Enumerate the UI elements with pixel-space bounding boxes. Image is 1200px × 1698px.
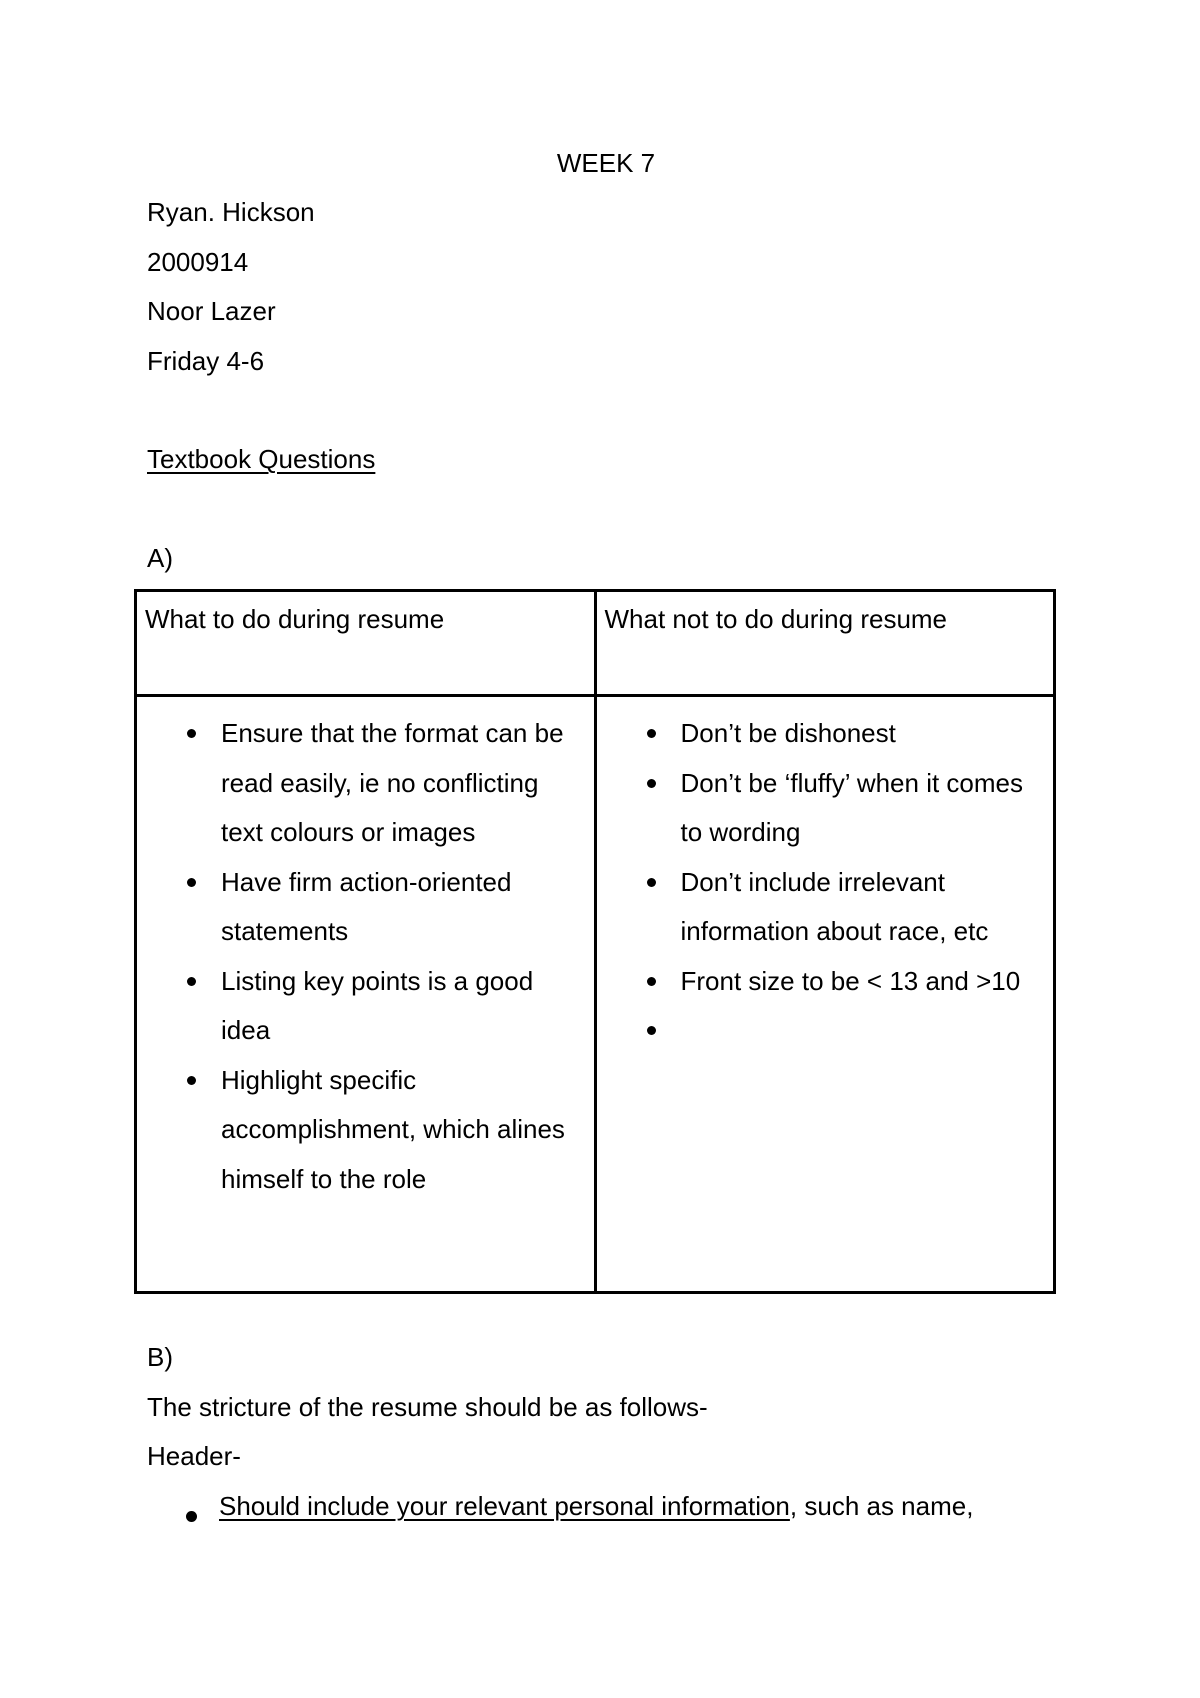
dont-item-text: Don’t include irrelevant information about race, etc: [680, 866, 989, 946]
list-item: [137, 957, 594, 1056]
list-item: [137, 1056, 594, 1205]
part-b-intro: The stricture of the resume should be as follows-: [147, 1392, 708, 1422]
page-title: WEEK 7: [556, 148, 656, 178]
dont-header-cell: [595, 591, 1055, 696]
dont-item-text: Don’t be ‘fluffy’ when it comes to wording: [680, 767, 1023, 847]
section-heading: Textbook Questions: [147, 444, 376, 474]
student-id: 2000914: [147, 247, 249, 277]
bullet-icon: [187, 729, 196, 738]
part-a-label: A): [147, 543, 173, 573]
part-b-bullet-rest: , such as name,: [789, 1491, 974, 1521]
bullet-icon: [647, 729, 656, 738]
list-item: [597, 957, 1054, 1007]
bullet-icon: [647, 878, 656, 887]
table-header-row: [136, 591, 1055, 696]
do-cell: [136, 696, 596, 1293]
student-name: Ryan. Hickson: [147, 197, 315, 227]
bullet-icon: [187, 1076, 196, 1085]
list-item: [597, 759, 1054, 858]
dont-cell: [595, 696, 1055, 1293]
do-item-text: Highlight specific accomplishment, which alines himself to the role: [221, 1064, 565, 1194]
resume-table: [134, 589, 1056, 1294]
bullet-icon: [647, 1026, 656, 1035]
bullet-icon: [186, 1511, 197, 1522]
dont-item-text: Don’t be dishonest: [680, 718, 896, 748]
list-item: [597, 1006, 1054, 1056]
do-list: [137, 697, 594, 1204]
bullet-icon: [187, 977, 196, 986]
class-time: Friday 4-6: [147, 346, 265, 376]
part-b-bullet-underlined: Should include your relevant personal information: [219, 1491, 790, 1521]
part-b-label: B): [147, 1342, 173, 1372]
list-item: [597, 709, 1054, 759]
bullet-icon: [187, 878, 196, 887]
list-item: [597, 858, 1054, 957]
do-header-cell: [136, 591, 596, 696]
bullet-icon: [647, 977, 656, 986]
table-body-row: [136, 696, 1055, 1293]
dont-item-text: Front size to be < 13 and >10: [680, 965, 1021, 996]
do-item-text: Listing key points is a good idea: [221, 965, 534, 1045]
dont-header: What not to do during resume: [604, 604, 948, 634]
do-item-text: Have firm action-oriented statements: [221, 866, 512, 946]
dont-list: [597, 697, 1054, 1056]
list-item: [137, 709, 594, 858]
tutor-name: Noor Lazer: [147, 296, 276, 326]
part-b-header-label: Header-: [147, 1441, 241, 1471]
do-item-text: Ensure that the format can be read easily, ie no conflicting text colours or images: [221, 718, 564, 847]
part-b-bullet: [219, 1491, 973, 1521]
do-header: What to do during resume: [145, 604, 445, 634]
bullet-icon: [647, 779, 656, 788]
list-item: [137, 858, 594, 957]
